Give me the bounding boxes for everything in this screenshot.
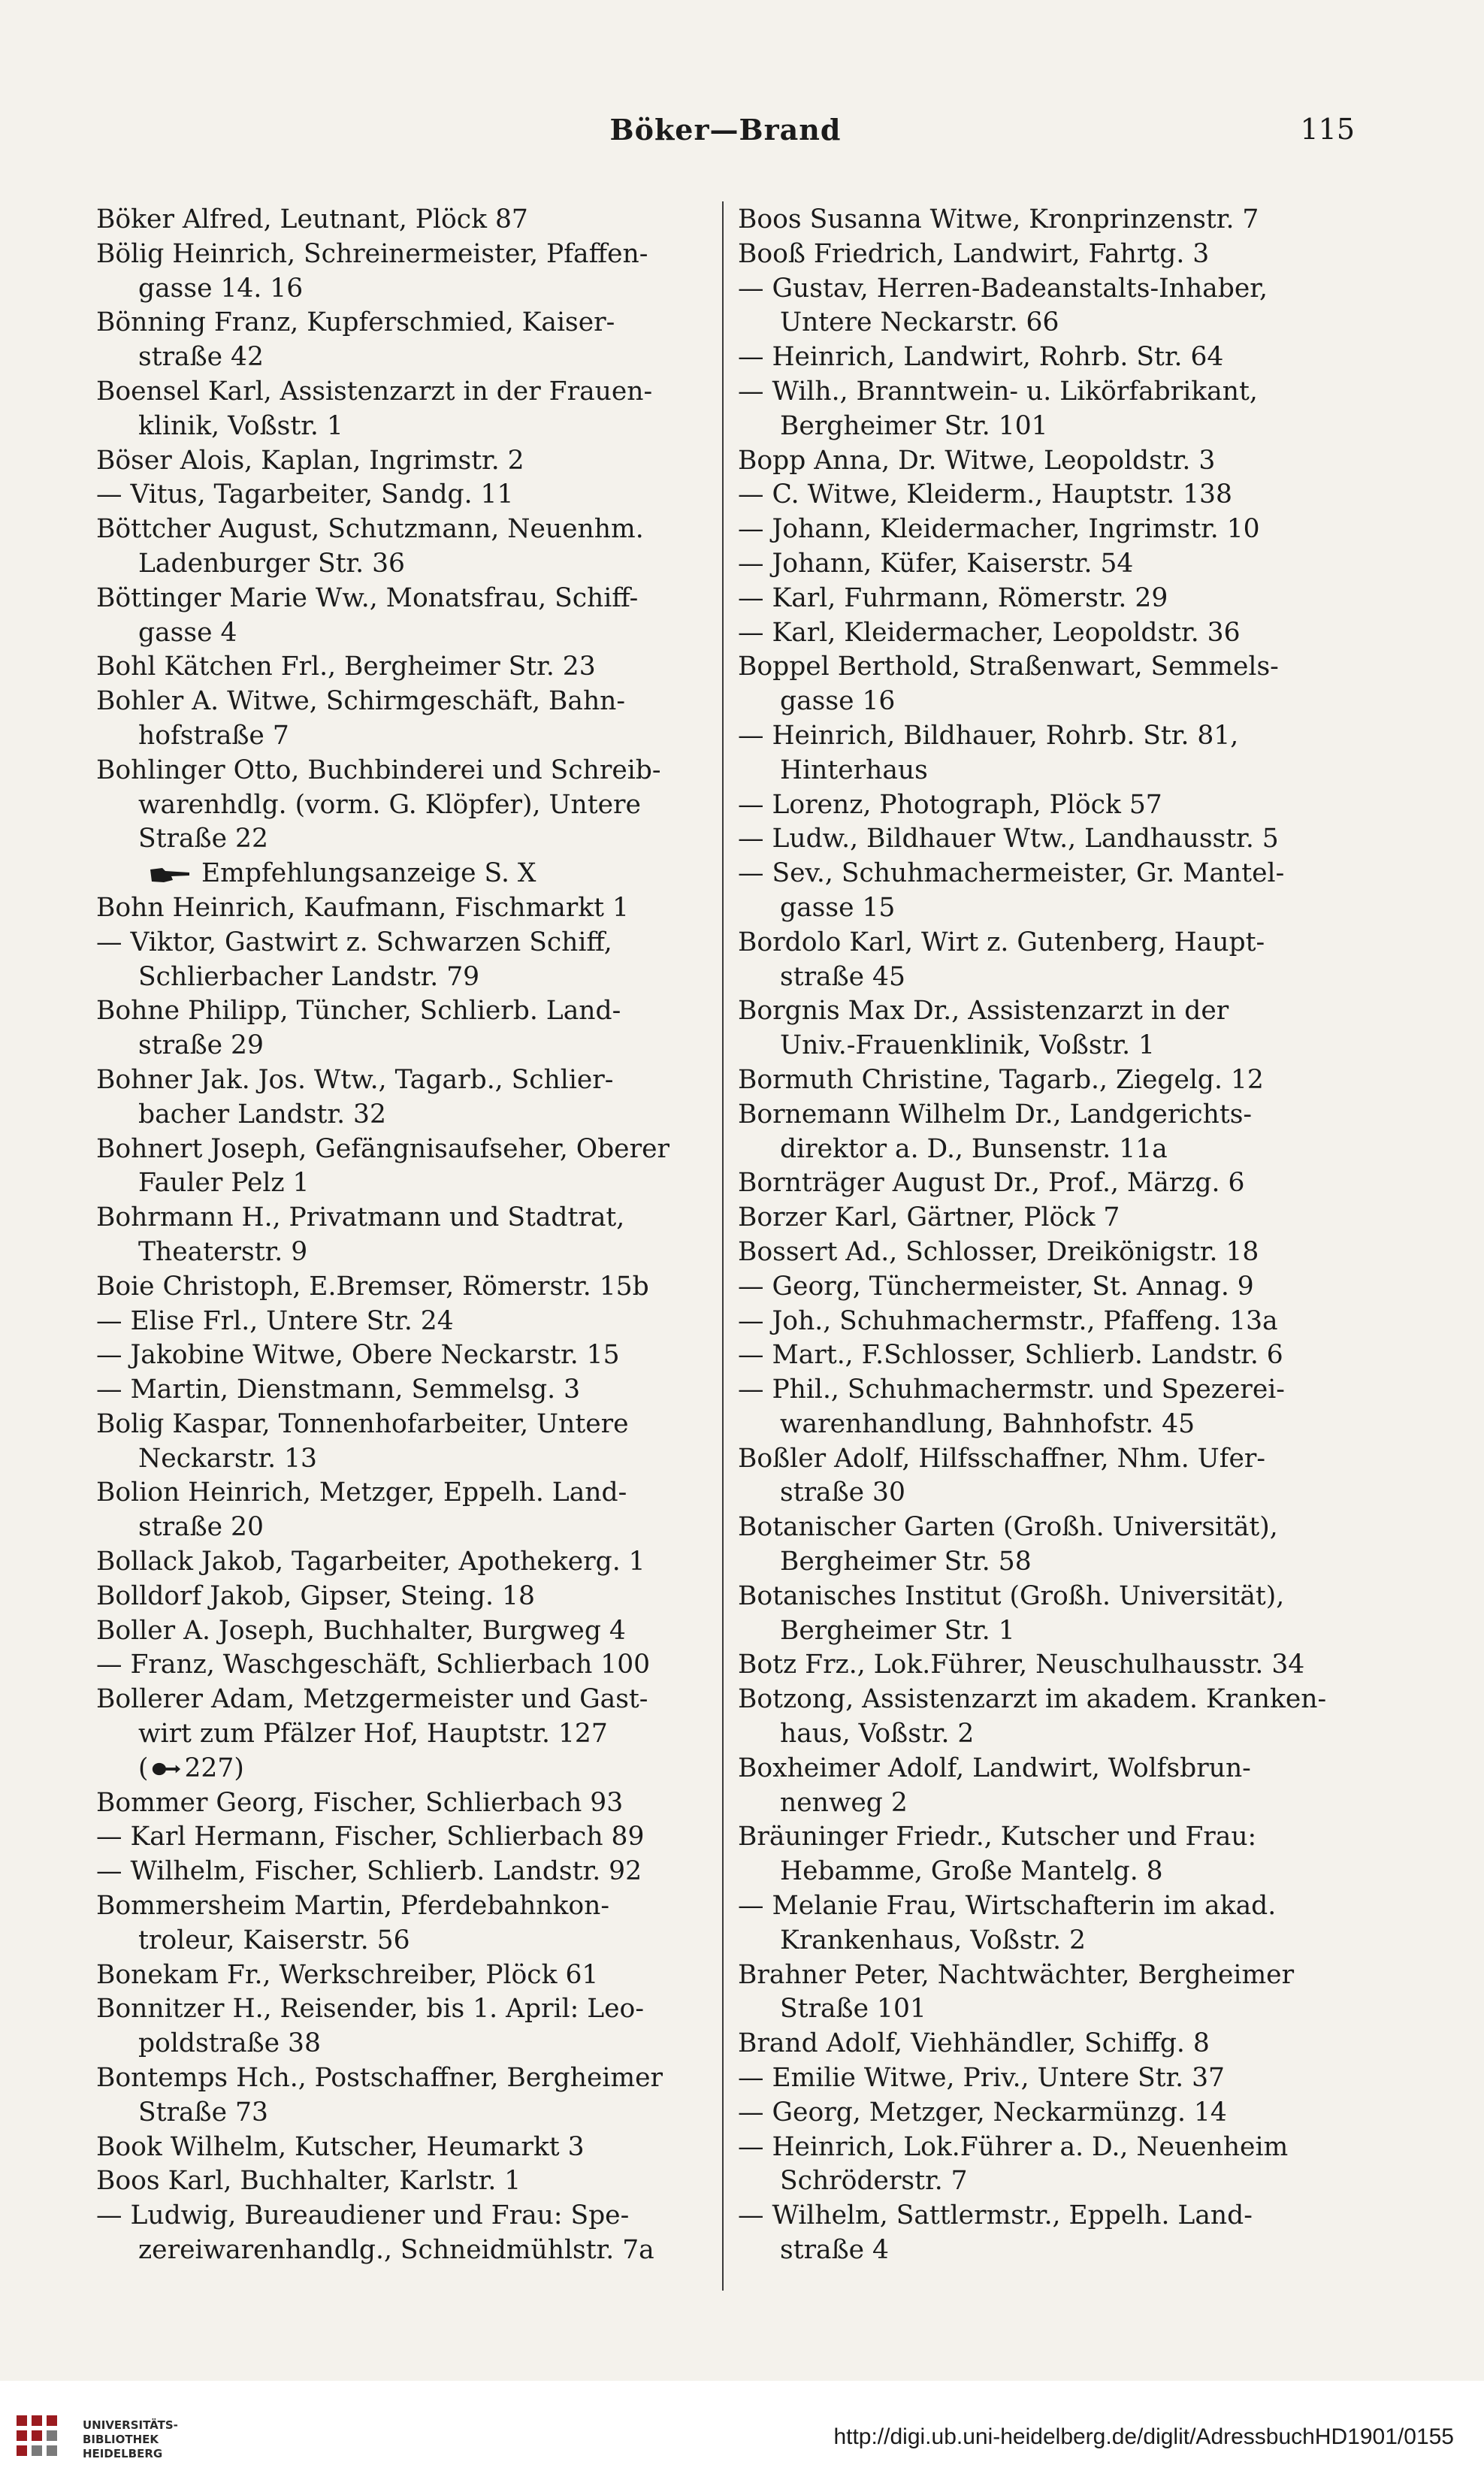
- entry-line: — Heinrich, Lok.Führer a. D., Neuenheim: [738, 2131, 1289, 2162]
- entry-line: — Elise Frl., Untere Str. 24: [96, 1305, 454, 1336]
- directory-entry: [96, 2164, 712, 2199]
- directory-entry: [738, 650, 1354, 719]
- directory-entry: [738, 582, 1354, 616]
- entry-continuation-line: poldstraße 38: [138, 2028, 321, 2059]
- directory-entry: [738, 1580, 1354, 1649]
- directory-entry: [96, 2199, 712, 2268]
- directory-entry: [96, 582, 712, 651]
- directory-entry: [96, 375, 712, 444]
- directory-entry: [96, 994, 712, 1063]
- entry-line: — Georg, Metzger, Neckarmünzg. 14: [738, 2097, 1227, 2128]
- directory-entry: [96, 1855, 712, 1889]
- advertisement-text: Empfehlungsanzeige S. X: [201, 858, 536, 889]
- directory-entry: [96, 1373, 712, 1408]
- entry-continuation-line: direktor a. D., Bunsenstr. 11a: [780, 1133, 1168, 1164]
- entry-line: Boensel Karl, Assistenzarzt in der Frauen-: [96, 376, 653, 407]
- directory-entry: [738, 2199, 1354, 2268]
- directory-entry: [96, 1786, 712, 1821]
- directory-entry: [738, 237, 1354, 272]
- entry-line: — Martin, Dienstmann, Semmelsg. 3: [96, 1375, 581, 1405]
- entry-line: — Melanie Frau, Wirtschafterin im akad.: [738, 1891, 1277, 1922]
- entry-line: Botzong, Assistenzarzt im akadem. Kranken-: [738, 1684, 1327, 1715]
- entry-continuation-line: Ladenburger Str. 36: [138, 548, 405, 579]
- entry-continuation-line: Straße 73: [138, 2097, 268, 2128]
- entry-line: Bollack Jakob, Tagarbeiter, Apothekerg. 1: [96, 1547, 645, 1577]
- entry-continuation-line: hofstraße 7: [138, 720, 289, 751]
- entry-line: Bölig Heinrich, Schreinermeister, Pfaffen-: [96, 238, 648, 269]
- entry-continuation-line: warenhdlg. (vorm. G. Klöpfer), Untere: [138, 789, 641, 820]
- entry-continuation-line: gasse 15: [780, 892, 896, 923]
- entry-continuation-line: gasse 16: [780, 686, 896, 717]
- entry-continuation-line: straße 20: [138, 1512, 264, 1543]
- library-logo[interactable]: [14, 2405, 224, 2472]
- entry-continuation-line: gasse 14. 16: [138, 273, 304, 304]
- directory-entry: [96, 444, 712, 479]
- telephone-icon: [151, 1761, 181, 1777]
- entry-line: Boller A. Joseph, Buchhalter, Burgweg 4: [96, 1615, 626, 1646]
- entry-line: Bohrmann H., Privatmann und Stadtrat,: [96, 1202, 625, 1233]
- directory-entry: [96, 650, 712, 685]
- entry-line: — Lorenz, Photograph, Plöck 57: [738, 789, 1162, 820]
- entry-line: — Wilhelm, Fischer, Schlierb. Landstr. 92: [96, 1856, 642, 1887]
- entry-continuation-line: ( 227): [138, 1753, 244, 1783]
- directory-entry: [738, 513, 1354, 547]
- running-title: Böker—Brand: [609, 113, 842, 147]
- entry-line: Bohner Jak. Jos. Wtw., Tagarb., Schlier-: [96, 1064, 614, 1095]
- directory-entry: [96, 1201, 712, 1270]
- entry-continuation-line: Univ.-Frauenklinik, Voßstr. 1: [780, 1030, 1155, 1061]
- entry-line: — Emilie Witwe, Priv., Untere Str. 37: [738, 2063, 1226, 2094]
- directory-entry: [738, 272, 1354, 341]
- directory-entry: [738, 1270, 1354, 1305]
- entry-continuation-line: straße 45: [780, 961, 905, 992]
- directory-entry: [738, 1235, 1354, 1270]
- entry-line: — Joh., Schuhmachermstr., Pfaffeng. 13a: [738, 1305, 1278, 1336]
- directory-entry: [96, 203, 712, 237]
- directory-entry: [738, 788, 1354, 823]
- entry-line: — Heinrich, Landwirt, Rohrb. Str. 64: [738, 342, 1224, 373]
- directory-entry: [96, 1958, 712, 1993]
- entry-continuation-line: troleur, Kaiserstr. 56: [138, 1925, 410, 1955]
- entry-line: Bommer Georg, Fischer, Schlierbach 93: [96, 1787, 624, 1818]
- entry-line: — Georg, Tünchermeister, St. Annag. 9: [738, 1271, 1254, 1302]
- entry-line: Boxheimer Adolf, Landwirt, Wolfsbrun-: [738, 1753, 1251, 1783]
- entry-line: Boßler Adolf, Hilfsschaffner, Nhm. Ufer-: [738, 1443, 1266, 1474]
- entry-continuation-line: Fauler Pelz 1: [138, 1168, 310, 1199]
- entry-line: — Johann, Kleidermacher, Ingrimstr. 10: [738, 514, 1260, 545]
- entry-line: Borzer Karl, Gärtner, Plöck 7: [738, 1202, 1120, 1233]
- directory-entry: [738, 375, 1354, 444]
- directory-entry: [96, 2131, 712, 2165]
- entry-continuation-line: bacher Landstr. 32: [138, 1099, 386, 1130]
- entry-continuation-line: gasse 4: [138, 617, 237, 648]
- directory-entry: [738, 926, 1354, 995]
- directory-entry: [96, 926, 712, 995]
- directory-entry: [738, 994, 1354, 1063]
- directory-entry: [738, 1166, 1354, 1201]
- entry-continuation-line: straße 4: [780, 2235, 890, 2266]
- entry-continuation-line: Schröderstr. 7: [780, 2166, 968, 2197]
- entry-line: Booß Friedrich, Landwirt, Fahrtg. 3: [738, 238, 1210, 269]
- entry-line: Bontemps Hch., Postschaffner, Bergheimer: [96, 2063, 663, 2094]
- source-url-link[interactable]: http://digi.ub.uni-heidelberg.de/diglit/AdressbuchHD1901/0155: [833, 2424, 1454, 2449]
- directory-entry: [96, 1992, 712, 2061]
- entry-continuation-line: Neckarstr. 13: [138, 1443, 317, 1474]
- entry-line: — Jakobine Witwe, Obere Neckarstr. 15: [96, 1340, 620, 1371]
- page-number: 115: [1300, 113, 1355, 146]
- entry-line: Botz Frz., Lok.Führer, Neuschulhausstr. 34: [738, 1650, 1305, 1680]
- directory-entry: [96, 891, 712, 926]
- directory-entry: [96, 1820, 712, 1855]
- directory-entry: [96, 1338, 712, 1373]
- entry-line: Bornemann Wilhelm Dr., Landgerichts-: [738, 1099, 1253, 1130]
- directory-entry: [738, 203, 1354, 237]
- directory-entry: [738, 1683, 1354, 1752]
- entry-line: Bonekam Fr., Werkschreiber, Plöck 61: [96, 1959, 599, 1990]
- entry-continuation-line: Bergheimer Str. 101: [780, 410, 1048, 441]
- directory-entry: [96, 1889, 712, 1958]
- directory-entry: [738, 1201, 1354, 1235]
- directory-entry: [96, 1305, 712, 1339]
- entry-line: — Karl, Kleidermacher, Leopoldstr. 36: [738, 617, 1241, 648]
- directory-entry: [96, 754, 712, 857]
- entry-line: Bollerer Adam, Metzgermeister und Gast-: [96, 1684, 648, 1715]
- entry-line: Böttcher August, Schutzmann, Neuenhm.: [96, 514, 644, 545]
- entry-line: Bordolo Karl, Wirt z. Gutenberg, Haupt-: [738, 927, 1265, 957]
- directory-entry: [738, 547, 1354, 582]
- entry-line: Bornträger August Dr., Prof., Märzg. 6: [738, 1168, 1245, 1199]
- directory-entry: [738, 1063, 1354, 1098]
- logo-line: BIBLIOTHEK: [83, 2433, 159, 2446]
- directory-entry: [96, 237, 712, 307]
- entry-continuation-line: Theaterstr. 9: [138, 1236, 308, 1267]
- directory-entry: [738, 340, 1354, 375]
- entry-continuation-line: Hebamme, Große Mantelg. 8: [780, 1856, 1163, 1887]
- entry-continuation-line: Krankenhaus, Voßstr. 2: [780, 1925, 1086, 1955]
- entry-line: Bossert Ad., Schlosser, Dreikönigstr. 18: [738, 1236, 1259, 1267]
- entry-continuation-line: wirt zum Pfälzer Hof, Hauptstr. 127: [138, 1719, 608, 1750]
- entry-line: — Phil., Schuhmachermstr. und Spezerei-: [738, 1375, 1285, 1405]
- pointing-hand-icon: [149, 865, 191, 885]
- library-logo-icon: [14, 2412, 74, 2472]
- entry-continuation-line: Hinterhaus: [780, 755, 928, 785]
- entry-line: Bohl Kätchen Frl., Bergheimer Str. 23: [96, 652, 596, 682]
- entry-line: Bohler A. Witwe, Schirmgeschäft, Bahn-: [96, 686, 626, 717]
- entry-line: Böser Alois, Kaplan, Ingrimstr. 2: [96, 445, 524, 476]
- telephone-number: 227): [184, 1753, 244, 1783]
- page-header: [96, 113, 1355, 155]
- entry-line: — Ludw., Bildhauer Wtw., Landhausstr. 5: [738, 824, 1279, 854]
- directory-entry: [738, 1305, 1354, 1339]
- directory-entry: [96, 1063, 712, 1133]
- entry-line: Boos Karl, Buchhalter, Karlstr. 1: [96, 2166, 521, 2197]
- entry-line: — Wilh., Branntwein- u. Likörfabrikant,: [738, 376, 1258, 407]
- directory-entry: [738, 2027, 1354, 2061]
- directory-entry: [738, 822, 1354, 857]
- entry-continuation-line: warenhandlung, Bahnhofstr. 45: [780, 1408, 1195, 1439]
- directory-entry: [738, 2061, 1354, 2096]
- entry-line: Botanisches Institut (Großh. Universität),: [738, 1580, 1285, 1611]
- entry-line: Böker Alfred, Leutnant, Plöck 87: [96, 204, 528, 234]
- entry-continuation-line: straße 30: [780, 1477, 905, 1508]
- entry-line: Bönning Franz, Kupferschmied, Kaiser-: [96, 307, 615, 338]
- entry-line: Boie Christoph, E.Bremser, Römerstr. 15b: [96, 1271, 649, 1302]
- directory-entry: [96, 1648, 712, 1683]
- advertisement-reference: [96, 857, 712, 891]
- directory-entry: [738, 719, 1354, 788]
- entry-line: Bohn Heinrich, Kaufmann, Fischmarkt 1: [96, 892, 629, 923]
- directory-entry: [738, 1442, 1354, 1511]
- directory-entry: [738, 444, 1354, 479]
- entry-line: — Ludwig, Bureaudiener und Frau: Spe-: [96, 2200, 630, 2231]
- right-column: [738, 203, 1354, 2268]
- directory-entry: [96, 857, 712, 891]
- entry-line: Bohnert Joseph, Gefängnisaufseher, Oberer: [96, 1133, 669, 1164]
- directory-entry: [96, 513, 712, 582]
- library-logo-text: [83, 2418, 178, 2461]
- entry-line: Book Wilhelm, Kutscher, Heumarkt 3: [96, 2131, 585, 2162]
- entry-line: Bolion Heinrich, Metzger, Eppelh. Land-: [96, 1477, 627, 1508]
- entry-line: — Vitus, Tagarbeiter, Sandg. 11: [96, 479, 514, 510]
- entry-continuation-line: straße 42: [138, 342, 264, 373]
- directory-entry: [738, 1511, 1354, 1580]
- directory-entry: [96, 478, 712, 513]
- entry-line: Bräuninger Friedr., Kutscher und Frau:: [738, 1822, 1257, 1852]
- directory-entry: [96, 685, 712, 754]
- entry-line: Bolldorf Jakob, Gipser, Steing. 18: [96, 1580, 535, 1611]
- entry-line: Bopp Anna, Dr. Witwe, Leopoldstr. 3: [738, 445, 1216, 476]
- entry-continuation-line: klinik, Voßstr. 1: [138, 410, 343, 441]
- entry-line: — Heinrich, Bildhauer, Rohrb. Str. 81,: [738, 720, 1239, 751]
- entry-line: Bolig Kaspar, Tonnenhofarbeiter, Untere: [96, 1408, 629, 1439]
- entry-line: Boppel Berthold, Straßenwart, Semmels-: [738, 652, 1279, 682]
- column-divider: [722, 201, 724, 2291]
- directory-entry: [738, 1373, 1354, 1442]
- logo-line: UNIVERSITÄTS-: [83, 2418, 178, 2432]
- directory-entry: [96, 1476, 712, 1545]
- entry-line: Bohlinger Otto, Buchbinderei und Schreib-: [96, 755, 661, 785]
- entry-line: — Viktor, Gastwirt z. Schwarzen Schiff,: [96, 927, 612, 957]
- entry-continuation-line: Bergheimer Str. 58: [780, 1547, 1032, 1577]
- directory-entry: [96, 2061, 712, 2131]
- directory-entry: [96, 306, 712, 375]
- entry-line: — Wilhelm, Sattlermstr., Eppelh. Land-: [738, 2200, 1253, 2231]
- directory-entry: [738, 1648, 1354, 1683]
- directory-entry: [738, 1958, 1354, 2028]
- entry-line: Brand Adolf, Viehhändler, Schiffg. 8: [738, 2028, 1210, 2059]
- directory-entry: [96, 1545, 712, 1580]
- logo-line: HEIDELBERG: [83, 2447, 163, 2460]
- entry-continuation-line: Untere Neckarstr. 66: [780, 307, 1059, 338]
- directory-entry: [738, 1098, 1354, 1167]
- directory-entry: [738, 1338, 1354, 1373]
- directory-entry: [738, 1820, 1354, 1889]
- footer-bar: [0, 2381, 1484, 2489]
- entry-line: — Franz, Waschgeschäft, Schlierbach 100: [96, 1650, 651, 1680]
- directory-entry: [738, 1752, 1354, 1821]
- directory-entry: [96, 1614, 712, 1649]
- entry-line: — Sev., Schuhmachermeister, Gr. Mantel-: [738, 858, 1285, 889]
- entry-line: Bohne Philipp, Tüncher, Schlierb. Land-: [96, 996, 621, 1027]
- entry-continuation-line: haus, Voßstr. 2: [780, 1719, 975, 1750]
- directory-entry: [96, 1408, 712, 1477]
- directory-entry: [738, 1889, 1354, 1958]
- entry-line: Bommersheim Martin, Pferdebahnkon-: [96, 1891, 609, 1922]
- entry-line: — Johann, Küfer, Kaiserstr. 54: [738, 548, 1134, 579]
- entry-line: — Karl Hermann, Fischer, Schlierbach 89: [96, 1822, 645, 1852]
- entry-continuation-line: Straße 22: [138, 824, 268, 854]
- directory-entry: [738, 2131, 1354, 2200]
- entry-continuation-line: Straße 101: [780, 1994, 926, 2025]
- entry-line: Botanischer Garten (Großh. Universität),: [738, 1512, 1278, 1543]
- entry-line: Bormuth Christine, Tagarb., Ziegelg. 12: [738, 1064, 1264, 1095]
- entry-continuation-line: nenweg 2: [780, 1787, 908, 1818]
- left-column: [96, 203, 712, 2268]
- entry-line: Brahner Peter, Nachtwächter, Bergheimer: [738, 1959, 1295, 1990]
- entry-line: Borgnis Max Dr., Assistenzarzt in der: [738, 996, 1229, 1027]
- entry-continuation-line: zereiwarenhandlg., Schneidmühlstr. 7a: [138, 2235, 654, 2266]
- entry-line: — Gustav, Herren-Badeanstalts-Inhaber,: [738, 273, 1268, 304]
- directory-entry: [738, 857, 1354, 926]
- directory-entry: [96, 1270, 712, 1305]
- directory-entry: [96, 1683, 712, 1786]
- entry-line: Böttinger Marie Ww., Monatsfrau, Schiff-: [96, 582, 639, 613]
- directory-entry: [738, 616, 1354, 651]
- entry-line: — Karl, Fuhrmann, Römerstr. 29: [738, 582, 1168, 613]
- entry-line: Bonnitzer H., Reisender, bis 1. April: Leo-: [96, 1994, 644, 2025]
- entry-line: Boos Susanna Witwe, Kronprinzenstr. 7: [738, 204, 1259, 234]
- entry-continuation-line: Bergheimer Str. 1: [780, 1615, 1015, 1646]
- entry-line: — Mart., F.Schlosser, Schlierb. Landstr. 6: [738, 1340, 1283, 1371]
- directory-entry: [96, 1133, 712, 1202]
- entry-line: — C. Witwe, Kleiderm., Hauptstr. 138: [738, 479, 1232, 510]
- entry-continuation-line: Schlierbacher Landstr. 79: [138, 961, 480, 992]
- directory-entry: [738, 2096, 1354, 2131]
- directory-entry: [96, 1580, 712, 1614]
- directory-entry: [738, 478, 1354, 513]
- entry-continuation-line: straße 29: [138, 1030, 264, 1061]
